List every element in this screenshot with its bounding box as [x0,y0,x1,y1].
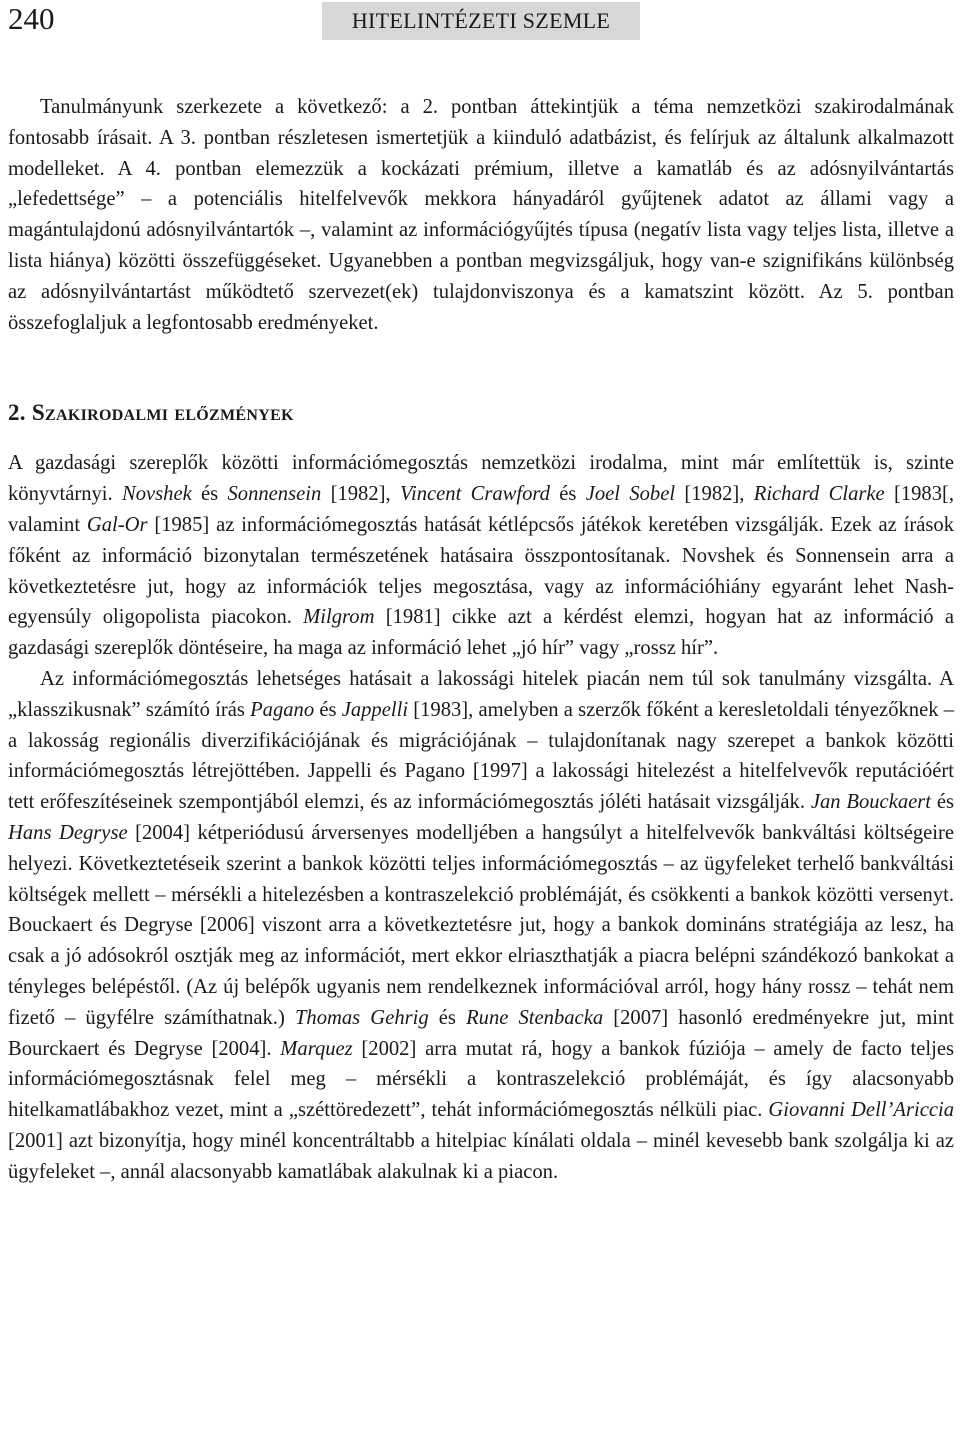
author-name: Milgrom [303,606,375,629]
author-name: Joel Sobel [585,483,676,506]
literature-paragraph-2 [8,664,954,1188]
author-name: Vincent Crawford [399,483,550,506]
author-name: Jan Bouckaert [810,791,932,814]
journal-title: HITELINTÉZETI SZEMLE [351,8,611,33]
author-name: Pagano [250,698,315,721]
section-heading: 2. Szakirodalmi előzmények [8,400,294,426]
text-run: és [428,1006,467,1029]
running-head-box [322,2,640,40]
intro-text: Tanulmányunk szerkezete a következő: a 2. pontban áttekintjük a téma nemzetközi szakirodalmának fontosabb írásait. A 3. pontban részletesen ismertetjük a kiinduló adatbázist, és felírjuk az általunk alkalmazott modelleket. A 4. pontban elemezzük a kockázati prémium, illetve a kamatláb és az adósnyilvántartás „lefedettsége” – a potenciális hitelfelvevők mekkora hányadáról gyűjtenek adatot az állami vagy a magántulajdonú adósnyilvántartók –, valamint az információgyűjtés típusa (negatív lista vagy teljes lista, illetve a lista hiánya) közötti összefüggéseket. Ugyanebben a pontban megvizsgáljuk, hogy van-e szignifikáns különbség az adósnyilvántartást működtető szervezet(ek) tulajdonviszonya és a kamatszint között. Az 5. pontban összefoglaljuk a legfontosabb eredményeket. [8,96,954,334]
text-run: [1982], [675,483,754,506]
text-run: [2004] kétperiódusú árversenyes modelljében a hangsúlyt a hitelfelvevők bankváltási költségeire helyezi. Következtetéseik szerint a bankok közötti teljes információmegosztás – az ügyfeleket terhelő bankváltási költségek mellett – mérsékli a hitelezésben a kontraszelekció problémáját, és csökkenti a bankok közötti versenyt. Bouckaert és Degryse [2006] viszont arra a következtetésre jut, hogy a bankok domináns stratégiája az lesz, ha csak a jó adósokról osztják meg az információt, mert ekkor elriaszthatják a piacra belépni szándékozó bankokat a tényleges belépéstől. (Az új belépők ugyanis nem rendelkeznek információval arról, hogy hány rossz – tehát nem fizető – ügyfélre számíthatnak.) [8,821,955,1029]
author-name: Giovanni Dell’Ariccia [768,1099,954,1122]
author-name: Rune Stenbacka [466,1006,604,1029]
author-name: Hans Degryse [8,821,128,844]
author-name: Sonnensein [227,483,322,506]
text-run: és [314,698,342,721]
page-number: 240 [8,1,55,36]
author-name: Gal-Or [86,513,148,536]
author-name: Novshek [121,483,192,506]
body-text [8,92,954,1188]
text-run: és [549,483,586,506]
page-header [0,0,960,44]
text-run: és [931,791,954,814]
text-run: és [191,483,228,506]
text-run: [2007] hasonló eredményekre jut, mint Bourckaert és Degryse [2004]. [8,1006,955,1060]
text-run: [1983], amelyben a szerzők főként a keresletoldali tényezőknek – a lakosság regionális diverzifikációjának és migrációjának – tulajdonítanak nagy szerepet a bankok közötti információmegosztás létrejöttében. Jappelli és Pagano [1997] a lakossági hitelezést a hitelfelvevők reputációért tett erőfeszítéseinek szempontjából elemzi, és az információmegosztás jóléti hatásait vizsgálják. [8,698,955,814]
intro-paragraph [8,92,954,338]
text-run: [1982], [321,483,400,506]
author-name: Richard Clarke [753,483,885,506]
text-run: [2001] azt bizonyítja, hogy minél koncentráltabb a hitelpiac kínálati oldala – minél kevesebb bank szolgálja ki az ügyfeleket –, annál alacsonyabb kamatlábak alakulnak ki a piacon. [8,1129,954,1183]
text-run: [1983[, valamint [8,483,955,536]
author-name: Jappelli [341,698,409,721]
text-run: A gazdasági szereplők közötti információmegosztás nemzetközi irodalma, mint már említettük is, szinte könyvtárnyi. [8,452,954,506]
text-run: Az információmegosztás lehetséges hatásait a lakossági hitelek piacán nem túl sok tanulmány vizsgálta. A „klasszikusnak” számító írás [8,667,954,721]
author-name: Marquez [280,1037,353,1060]
text-run: [2002] arra mutat rá, hogy a bankok fúziója – amely de facto teljes információmegosztásnak felel meg – mérsékli a kontraszelekció problémáját, és így alacsonyabb hitelkamatlábakhoz vezet, mint a „széttöredezett”, tehát információmegosztás nélküli piac. [8,1037,954,1122]
text-run: [1981] cikke azt a kérdést elemzi, hogyan hat az információ a gazdasági szereplők döntéseire, ha maga az információ lehet „jó hír” vagy „rossz hír”. [8,606,954,660]
text-run: [1985] az információmegosztás hatását kétlépcsős játékok keretében vizsgálják. Ezek az írások főként az információ bizonytalan természetének hatásaira összpontosítanak. Novshek és Sonnensein arra a következtetésre jut, hogy az információk teljes megosztása, vagy az információhiány egyaránt lehet Nash-egyensúly oligopolista piacokon. [8,513,954,629]
author-name: Thomas Gehrig [294,1006,429,1029]
literature-paragraph-1 [8,448,954,664]
